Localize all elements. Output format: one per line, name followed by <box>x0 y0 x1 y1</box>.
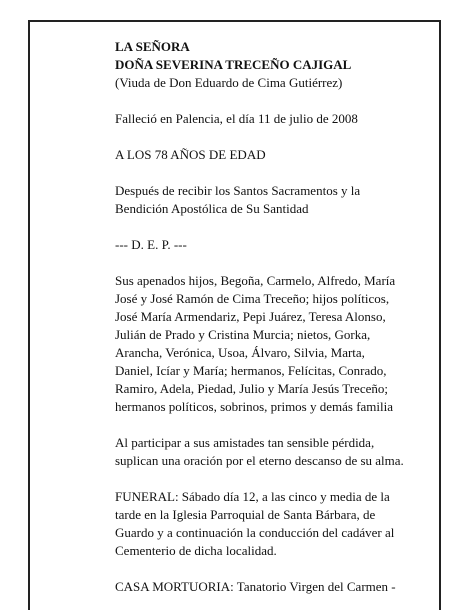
family-line: Daniel, Icíar y María; hermanos, Felícitas, Conrado, <box>115 363 387 378</box>
title-line-1: LA SEÑORA <box>115 39 190 54</box>
family-line: Sus apenados hijos, Begoña, Carmelo, Alfredo, María <box>115 273 396 288</box>
funeral-line: FUNERAL: Sábado día 12, a las cinco y media de la <box>115 489 390 504</box>
rip-line: --- D. E. P. --- <box>115 237 187 252</box>
deceased-name: DOÑA SEVERINA TRECEÑO CAJIGAL <box>115 57 352 72</box>
family-line: Julián de Prado y Cristina Murcia; nietos, Gorka, <box>115 327 371 342</box>
funeral-line: tarde en la Iglesia Parroquial de Santa Bárbara, de <box>115 507 376 522</box>
sacraments-line: Bendición Apostólica de Su Santidad <box>115 201 309 216</box>
obituary-notice <box>115 38 425 596</box>
family-line: José y José Ramón de Cima Treceño; hijos políticos, <box>115 291 390 306</box>
family-line: José María Armendariz, Pepi Juárez, Teresa Alonso, <box>115 309 386 324</box>
funeral-line: Cementerio de dicha localidad. <box>115 543 277 558</box>
family-line: Arancha, Verónica, Usoa, Álvaro, Silvia, Marta, <box>115 345 365 360</box>
widow-of-line: (Viuda de Don Eduardo de Cima Gutiérrez) <box>115 75 343 90</box>
death-notice: Falleció en Palencia, el día 11 de julio de 2008 <box>115 111 358 126</box>
age-line: A LOS 78 AÑOS DE EDAD <box>115 147 266 162</box>
funeral-line: Guardo y a continuación la conducción del cadáver al <box>115 525 395 540</box>
request-line: Al participar a sus amistades tan sensible pérdida, <box>115 435 375 450</box>
family-line: hermanos políticos, sobrinos, primos y demás familia <box>115 399 394 414</box>
family-line: Ramiro, Adela, Piedad, Julio y María Jesús Treceño; <box>115 381 388 396</box>
mortuary-line: CASA MORTUORIA: Tanatorio Virgen del Carmen - <box>115 579 396 594</box>
request-line: suplican una oración por el eterno descanso de su alma. <box>115 453 404 468</box>
sacraments-line: Después de recibir los Santos Sacramentos y la <box>115 183 361 198</box>
